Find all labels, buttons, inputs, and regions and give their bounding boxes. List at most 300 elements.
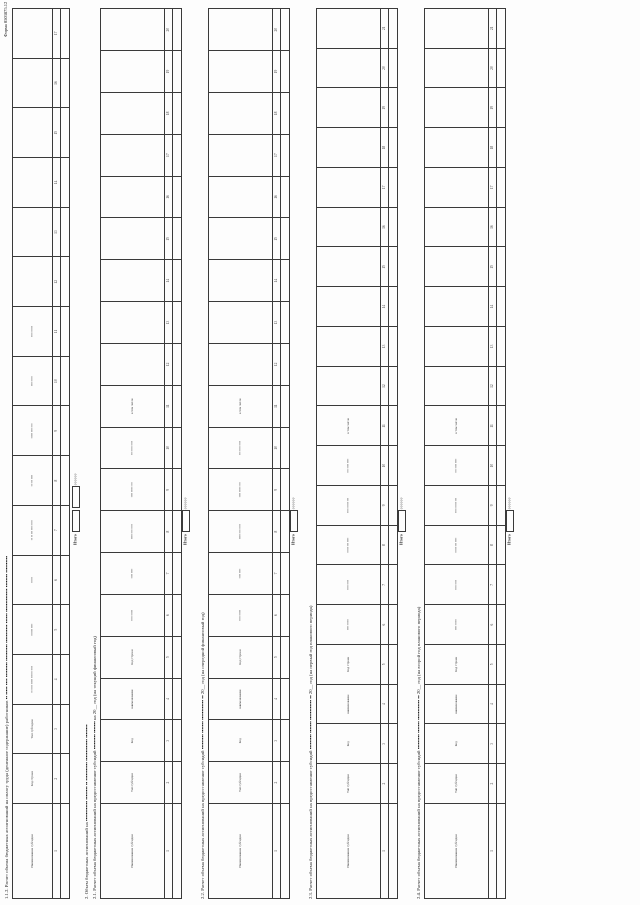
data-cell	[281, 9, 290, 51]
header-cell	[101, 343, 165, 385]
column-number-cell: 14	[273, 260, 281, 302]
header-cell: Тип субсидии	[317, 764, 381, 804]
data-cell	[173, 511, 182, 553]
column-number-cell: 17	[165, 134, 173, 176]
header-cell: в том числе	[317, 406, 381, 446]
header-cell: •••• ••••• •••	[425, 486, 489, 526]
column-number-cell: 7	[489, 565, 497, 605]
data-cell	[281, 134, 290, 176]
column-number-cell: 2	[53, 754, 61, 804]
totals-2-3	[398, 497, 406, 545]
header-cell: Код строки	[13, 754, 53, 804]
header-cell	[425, 88, 489, 128]
header-cell	[425, 247, 489, 287]
column-number-cell: 1	[489, 804, 497, 899]
data-cell	[61, 704, 70, 754]
column-number-cell: 6	[273, 594, 281, 636]
totals-value-box	[506, 510, 514, 532]
header-cell: •••• •••••	[317, 605, 381, 645]
column-number-cell: 5	[273, 636, 281, 678]
header-cell	[317, 88, 381, 128]
totals-2-1	[182, 497, 190, 545]
data-cell	[173, 804, 182, 899]
column-number-cell: 8	[273, 511, 281, 553]
column-number-cell: 13	[165, 302, 173, 344]
data-cell	[281, 678, 290, 720]
column-number-cell: 3	[165, 720, 173, 762]
header-cell: Тип субсидии	[425, 764, 489, 804]
column-number-cell: 6	[53, 555, 61, 605]
column-number-cell: 4	[53, 654, 61, 704]
data-cell	[281, 762, 290, 804]
data-cell	[173, 636, 182, 678]
header-cell: ••• •••• ••••	[317, 446, 381, 486]
header-cell	[209, 343, 273, 385]
data-cell	[281, 804, 290, 899]
column-number-cell: 18	[489, 128, 497, 168]
data-cell	[173, 553, 182, 595]
column-number-cell: 16	[381, 207, 389, 247]
column-number-cell: 10	[53, 356, 61, 406]
header-cell: •••• ••••	[13, 356, 53, 406]
data-cell	[61, 207, 70, 257]
data-cell	[281, 511, 290, 553]
header-cell: •••• •••••	[101, 594, 165, 636]
header-cell: •••• ••••	[209, 553, 273, 595]
header-cell	[13, 58, 53, 108]
header-cell: •••• •••••	[13, 307, 53, 357]
column-number-cell: 6	[165, 594, 173, 636]
column-number-cell: 11	[165, 385, 173, 427]
data-cell	[61, 58, 70, 108]
data-cell	[281, 720, 290, 762]
header-cell	[425, 366, 489, 406]
header-cell	[13, 257, 53, 307]
data-cell	[389, 724, 398, 764]
column-number-cell: 18	[273, 92, 281, 134]
column-number-cell: 2	[165, 762, 173, 804]
column-number-cell: 4	[165, 678, 173, 720]
totals-code: 000000	[183, 497, 188, 510]
data-cell	[173, 385, 182, 427]
data-cell	[497, 48, 506, 88]
data-cell	[173, 720, 182, 762]
data-cell	[61, 754, 70, 804]
header-cell: Код строки	[425, 645, 489, 685]
header-cell	[101, 218, 165, 260]
table-2-4	[424, 8, 506, 899]
column-number-cell: 20	[273, 9, 281, 51]
header-cell: •••••• ••••	[13, 605, 53, 655]
header-cell: наименование	[317, 684, 381, 724]
header-cell	[425, 327, 489, 367]
section-title-2-2: 2.2. Расчет объема бюджетных ассигнований на предоставление субсидий ▪▪▪▪▪▪▪▪▪ ▪▪▪▪▪▪▪ ▪▪▪▪▪▪▪▪▪▪▪▪ ▪▪ 20__ год (на очередной финансовый год)	[200, 612, 205, 899]
header-cell: •• ••• ••••	[13, 456, 53, 506]
column-number-cell: 7	[165, 553, 173, 595]
header-cell	[13, 108, 53, 158]
table-2-3	[316, 8, 398, 899]
data-cell	[61, 804, 70, 899]
data-cell	[281, 636, 290, 678]
header-cell: Код	[101, 720, 165, 762]
header-cell	[13, 9, 53, 59]
data-cell	[497, 486, 506, 526]
column-number-cell: 14	[165, 260, 173, 302]
column-number-cell: 12	[489, 366, 497, 406]
header-cell: •••• ••••• •••	[209, 469, 273, 511]
data-cell	[497, 327, 506, 367]
data-cell	[61, 108, 70, 158]
data-cell	[497, 446, 506, 486]
header-cell: ••••• ••• ••••	[317, 525, 381, 565]
header-cell: Тип субсидии	[209, 762, 273, 804]
column-number-cell: 13	[381, 327, 389, 367]
column-number-cell: 21	[381, 9, 389, 49]
column-number-cell: 9	[165, 469, 173, 511]
header-cell	[425, 207, 489, 247]
header-cell	[209, 260, 273, 302]
data-cell	[61, 456, 70, 506]
header-cell	[317, 327, 381, 367]
data-cell	[389, 684, 398, 724]
column-number-cell: 16	[165, 176, 173, 218]
data-cell	[173, 92, 182, 134]
data-cell	[497, 684, 506, 724]
header-cell: в том числе	[425, 406, 489, 446]
column-number-cell: 6	[489, 605, 497, 645]
column-number-cell: 12	[53, 257, 61, 307]
data-cell	[389, 247, 398, 287]
column-number-cell: 11	[53, 307, 61, 357]
data-cell	[281, 302, 290, 344]
column-number-cell: 7	[381, 565, 389, 605]
data-cell	[497, 525, 506, 565]
data-cell	[497, 804, 506, 899]
column-number-cell: 11	[273, 385, 281, 427]
column-number-cell: 14	[381, 287, 389, 327]
totals-code: 000000	[73, 473, 78, 486]
header-cell: ••••• ••• ••••	[101, 511, 165, 553]
column-number-cell: 1	[53, 804, 61, 899]
totals-label: Итого	[506, 534, 512, 545]
header-cell: ••••• ••• ••••	[425, 525, 489, 565]
data-cell	[389, 48, 398, 88]
header-cell: Код	[317, 724, 381, 764]
column-number-cell: 1	[165, 804, 173, 899]
column-number-cell: 10	[165, 427, 173, 469]
data-cell	[281, 51, 290, 93]
totals-label: Итого	[398, 534, 404, 545]
header-cell: наименование	[425, 684, 489, 724]
data-cell	[389, 406, 398, 446]
column-number-cell: 9	[489, 486, 497, 526]
data-cell	[281, 260, 290, 302]
header-cell	[101, 51, 165, 93]
data-cell	[497, 565, 506, 605]
data-cell	[61, 654, 70, 704]
data-cell	[173, 134, 182, 176]
data-cell	[281, 176, 290, 218]
column-number-cell: 10	[489, 446, 497, 486]
data-cell	[389, 446, 398, 486]
header-cell: •• •• ••• •••• ••••	[13, 505, 53, 555]
header-cell: ••• •••• ••••	[101, 427, 165, 469]
column-number-cell: 8	[381, 525, 389, 565]
header-cell	[425, 48, 489, 88]
data-cell	[497, 764, 506, 804]
column-number-cell: 16	[273, 176, 281, 218]
data-cell	[497, 247, 506, 287]
header-cell: Наименование субсидии	[209, 804, 273, 899]
data-cell	[173, 343, 182, 385]
column-number-cell: 13	[53, 207, 61, 257]
header-cell	[101, 260, 165, 302]
header-cell	[317, 128, 381, 168]
data-cell	[173, 678, 182, 720]
column-number-cell: 6	[381, 605, 389, 645]
column-number-cell: 17	[489, 168, 497, 208]
table-1-1-2	[12, 8, 70, 899]
header-cell	[101, 9, 165, 51]
column-number-cell: 5	[489, 645, 497, 685]
column-number-cell: 19	[165, 51, 173, 93]
header-cell: ••• •••• ••••	[209, 427, 273, 469]
column-number-cell: 5	[381, 645, 389, 685]
data-cell	[173, 176, 182, 218]
data-cell	[389, 525, 398, 565]
data-cell	[61, 555, 70, 605]
column-number-cell: 12	[273, 343, 281, 385]
data-cell	[173, 427, 182, 469]
column-number-cell: 16	[53, 58, 61, 108]
data-cell	[497, 287, 506, 327]
data-cell	[497, 366, 506, 406]
data-cell	[389, 804, 398, 899]
data-cell	[497, 406, 506, 446]
data-cell	[281, 427, 290, 469]
column-number-cell: 5	[165, 636, 173, 678]
column-number-cell: 4	[381, 684, 389, 724]
header-cell: •••• ••••• •••	[317, 486, 381, 526]
column-number-cell: 1	[273, 804, 281, 899]
header-cell: наименование	[209, 678, 273, 720]
column-number-cell: 11	[381, 406, 389, 446]
data-cell	[61, 605, 70, 655]
header-cell	[101, 134, 165, 176]
header-cell	[209, 92, 273, 134]
data-cell	[281, 594, 290, 636]
totals-code: 000000	[399, 497, 404, 510]
header-cell	[13, 207, 53, 257]
data-cell	[497, 168, 506, 208]
column-number-cell: 9	[273, 469, 281, 511]
column-number-cell: 2	[381, 764, 389, 804]
header-cell	[317, 207, 381, 247]
header-cell: •••• •••••	[425, 605, 489, 645]
data-cell	[497, 9, 506, 49]
totals-2-4	[506, 497, 514, 545]
header-cell	[317, 48, 381, 88]
column-number-cell: 10	[381, 446, 389, 486]
data-cell	[389, 605, 398, 645]
column-number-cell: 18	[165, 92, 173, 134]
data-cell	[61, 406, 70, 456]
column-number-cell: 2	[273, 762, 281, 804]
header-cell: Код строки	[209, 636, 273, 678]
data-cell	[497, 605, 506, 645]
header-cell	[101, 92, 165, 134]
header-cell: •••• ••••	[101, 553, 165, 595]
header-cell: Код строки	[101, 636, 165, 678]
column-number-cell: 20	[489, 48, 497, 88]
data-cell	[389, 764, 398, 804]
data-cell	[389, 565, 398, 605]
data-cell	[389, 128, 398, 168]
data-cell	[389, 366, 398, 406]
column-number-cell: 14	[53, 158, 61, 208]
data-cell	[173, 9, 182, 51]
header-cell: •••• •••••	[209, 594, 273, 636]
column-number-cell: 15	[53, 108, 61, 158]
data-cell	[389, 168, 398, 208]
data-cell	[61, 158, 70, 208]
column-number-cell: 21	[489, 9, 497, 49]
column-number-cell: 3	[381, 724, 389, 764]
column-number-cell: 19	[489, 88, 497, 128]
totals-value-box	[72, 486, 80, 508]
column-number-cell: 10	[273, 427, 281, 469]
column-number-cell: 9	[381, 486, 389, 526]
data-cell	[389, 645, 398, 685]
header-cell: в том числе	[101, 385, 165, 427]
header-cell: •••• ••••	[425, 565, 489, 605]
column-number-cell: 3	[489, 724, 497, 764]
header-cell	[209, 302, 273, 344]
column-number-cell: 20	[165, 9, 173, 51]
header-cell: Тип субсидии	[13, 704, 53, 754]
data-cell	[61, 257, 70, 307]
column-number-cell: 12	[381, 366, 389, 406]
column-number-cell: 17	[273, 134, 281, 176]
column-number-cell: 7	[273, 553, 281, 595]
totals-value-box	[72, 510, 80, 532]
column-number-cell: 17	[381, 168, 389, 208]
data-cell	[173, 260, 182, 302]
section-title-2: 2. Объем бюджетных ассигнований на ▪▪▪▪▪▪▪▪▪▪▪▪ ▪▪▪▪▪▪▪▪ ▪▪ ▪▪▪▪▪▪▪▪▪▪▪ ▪▪▪▪▪▪▪▪▪▪▪▪▪ ▪▪▪▪▪▪▪▪	[84, 724, 89, 899]
totals-label: Итого	[290, 534, 296, 545]
table-2-2	[208, 8, 290, 899]
totals-value-box	[290, 510, 298, 532]
data-cell	[281, 469, 290, 511]
header-cell: Код	[209, 720, 273, 762]
header-cell: •••••	[13, 555, 53, 605]
column-number-cell: 9	[53, 406, 61, 456]
data-cell	[497, 724, 506, 764]
header-cell: Наименование субсидии	[317, 804, 381, 899]
data-cell	[173, 51, 182, 93]
column-number-cell: 3	[273, 720, 281, 762]
data-cell	[497, 128, 506, 168]
data-cell	[281, 92, 290, 134]
column-number-cell: 13	[273, 302, 281, 344]
column-number-cell: 15	[381, 247, 389, 287]
column-number-cell: 8	[489, 525, 497, 565]
data-cell	[389, 9, 398, 49]
section-title-2-3: 2.3. Расчет объема бюджетных ассигнований на предоставление субсидий ▪▪▪▪▪▪▪▪▪ ▪▪▪▪▪▪▪ ▪▪▪▪▪▪▪▪▪▪▪▪ ▪▪ 20__ год (на первый год планового периода)	[308, 605, 313, 899]
data-cell	[281, 385, 290, 427]
data-cell	[61, 505, 70, 555]
data-cell	[61, 307, 70, 357]
data-cell	[497, 207, 506, 247]
column-number-cell: 19	[273, 51, 281, 93]
section-title-2-1: 2.1. Расчет объема бюджетных ассигнований на предоставление субсидий ▪▪▪▪▪▪▪▪▪ ▪▪▪▪▪▪▪ на 20__ год (на текущий финансовый год)	[92, 636, 97, 899]
data-cell	[497, 645, 506, 685]
column-number-cell: 19	[381, 88, 389, 128]
data-cell	[389, 88, 398, 128]
column-number-cell: 15	[273, 218, 281, 260]
column-number-cell: 16	[489, 207, 497, 247]
table-2-1	[100, 8, 182, 899]
data-cell	[281, 553, 290, 595]
column-number-cell: 11	[489, 406, 497, 446]
header-cell	[209, 134, 273, 176]
header-cell	[101, 302, 165, 344]
data-cell	[173, 762, 182, 804]
header-cell: Наименование субсидии	[101, 804, 165, 899]
column-number-cell: 3	[53, 704, 61, 754]
header-cell: Наименование субсидии	[425, 804, 489, 899]
totals-2-2	[290, 497, 298, 545]
data-cell	[281, 218, 290, 260]
column-number-cell: 8	[165, 511, 173, 553]
totals-value-box	[398, 510, 406, 532]
header-cell	[425, 168, 489, 208]
totals-label: Итого	[182, 534, 188, 545]
totals-code: 000000	[291, 497, 296, 510]
header-cell: •••• ••••• •••	[101, 469, 165, 511]
header-cell	[13, 158, 53, 208]
data-cell	[61, 356, 70, 406]
totals-code: 000000	[507, 497, 512, 510]
column-number-cell: 13	[489, 327, 497, 367]
column-number-cell: 4	[489, 684, 497, 724]
data-cell	[173, 469, 182, 511]
header-cell	[209, 218, 273, 260]
header-cell: •••• ••••	[317, 565, 381, 605]
form-code: Форма 0503875.12	[3, 1, 8, 37]
column-number-cell: 17	[53, 9, 61, 59]
header-cell: Код	[425, 724, 489, 764]
header-cell	[101, 176, 165, 218]
header-cell	[209, 176, 273, 218]
totals-value-box	[182, 510, 190, 532]
header-cell: ••••• •••• •••	[13, 406, 53, 456]
header-cell: Код строки	[317, 645, 381, 685]
section-title-1-1-2: 1.1.2. Расчет объема бюджетных ассигнований на оплату труда (денежное содержание) работников ▪▪ ▪▪▪▪▪ ▪▪▪▪ ▪▪▪▪▪▪▪▪▪ ▪▪▪▪▪▪▪▪▪▪ ▪▪▪▪▪▪▪▪▪▪▪ ▪▪▪▪▪▪ ▪▪▪▪▪▪▪▪▪▪▪▪▪▪ ▪▪▪▪▪▪▪▪ ▪▪▪▪▪▪▪▪▪▪	[4, 555, 9, 899]
data-cell	[497, 88, 506, 128]
header-cell	[317, 366, 381, 406]
data-cell	[173, 302, 182, 344]
header-cell	[425, 287, 489, 327]
data-cell	[389, 207, 398, 247]
header-cell: Наименование субсидии	[13, 804, 53, 899]
header-cell: в том числе	[209, 385, 273, 427]
header-cell	[209, 9, 273, 51]
column-number-cell: 18	[381, 128, 389, 168]
column-number-cell: 1	[381, 804, 389, 899]
data-cell	[173, 594, 182, 636]
header-cell	[425, 9, 489, 49]
